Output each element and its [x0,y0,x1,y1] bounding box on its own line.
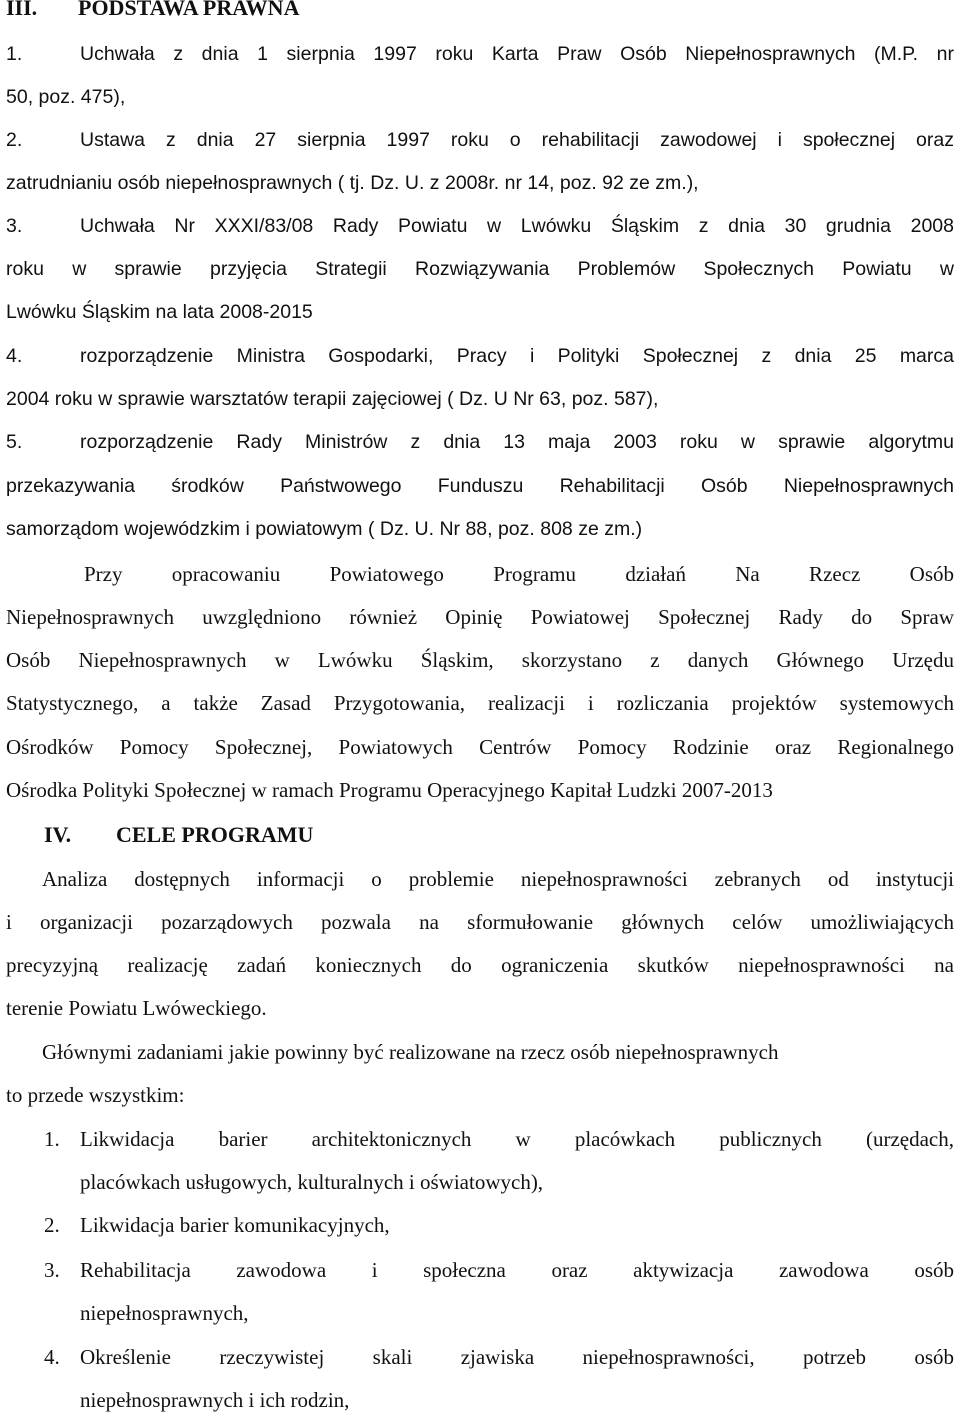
goal-item-2-line-1: 2. Likwidacja barier komunikacyjnych, [44,1213,390,1237]
cele-paragraph-2-line-1: Głównymi zadaniami jakie powinny być realizowane na rzecz osób niepełnosprawnych [42,1040,779,1064]
legal-basis-item-3-line-3: Lwówku Śląskim na lata 2008-2015 [6,301,313,323]
paragraph-line-1: Przy opracowaniu Powiatowego Programu działań Na Rzecz Osób [84,562,954,586]
paragraph-line-6: Ośrodka Polityki Społecznej w ramach Programu Operacyjnego Kapitał Ludzki 2007-2013 [6,778,773,802]
goal-item-4-line-1: 4. Określenie rzeczywistej skali zjawiska niepełnosprawności, potrzeb osób [44,1345,954,1369]
legal-basis-item-1-line-2: 50, poz. 475), [6,86,126,108]
cele-paragraph-1-line-3: precyzyjną realizację zadań koniecznych do ograniczenia skutków niepełnosprawności na [6,953,954,977]
item-number: 4. [6,345,23,367]
section-number: IV. [44,822,72,847]
legal-basis-item-4-line-1: 4. rozporządzenie Ministra Gospodarki, Pracy i Polityki Społecznej z dnia 25 marca [6,342,954,370]
cele-paragraph-1-line-4: terenie Powiatu Lwóweckiego. [6,996,267,1020]
section-heading-cele-programu [44,821,954,849]
legal-basis-item-2-line-2: zatrudnianiu osób niepełnosprawnych ( tj. Dz. U. z 2008r. nr 14, poz. 92 ze zm.), [6,172,699,194]
item-number: 2. [6,129,23,151]
paragraph-line-2: Niepełnosprawnych uwzględniono również Opinię Powiatowej Społecznej Rady do Spraw [6,605,954,629]
paragraph-line-3: Osób Niepełnosprawnych w Lwówku Śląskim, skorzystano z danych Głównego Urzędu [6,648,954,672]
section-title: PODSTAWA PRAWNA [78,0,300,20]
item-number: 1. [44,1127,60,1151]
legal-basis-item-5-line-1: 5. rozporządzenie Rady Ministrów z dnia 13 maja 2003 roku w sprawie algorytmu [6,428,954,456]
goal-item-1-line-2: placówkach usługowych, kulturalnych i oświatowych), [80,1170,544,1194]
goal-item-4-line-2: niepełnosprawnych i ich rodzin, [80,1388,350,1412]
item-number: 4. [44,1345,60,1369]
item-number: 5. [6,431,23,453]
item-number: 1. [6,43,23,65]
legal-basis-item-4-line-2: 2004 roku w sprawie warsztatów terapii zajęciowej ( Dz. U Nr 63, poz. 587), [6,388,659,410]
cele-paragraph-1-line-2: i organizacji pozarządowych pozwala na sformułowanie głównych celów umożliwiających [6,910,954,934]
item-number: 2. [44,1213,60,1237]
legal-basis-item-5-line-3: samorządom wojewódzkim i powiatowym ( Dz. U. Nr 88, poz. 808 ze zm.) [6,518,643,540]
goal-item-3-line-1: 3. Rehabilitacja zawodowa i społeczna oraz aktywizacja zawodowa osób [44,1258,954,1282]
item-number: 3. [44,1258,60,1282]
legal-basis-item-5-line-2: przekazywania środków Państwowego Funduszu Rehabilitacji Osób Niepełnosprawnych [6,475,954,497]
section-title: CELE PROGRAMU [116,822,314,847]
paragraph-line-5: Ośrodków Pomocy Społecznej, Powiatowych Centrów Pomocy Rodzinie oraz Regionalnego [6,735,954,759]
goal-item-3-line-2: niepełnosprawnych, [80,1301,249,1325]
paragraph-line-4: Statystycznego, a także Zasad Przygotowania, realizacji i rozliczania projektów systemowych [6,691,954,715]
item-number: 3. [6,215,23,237]
legal-basis-item-3-line-2: roku w sprawie przyjęcia Strategii Rozwiązywania Problemów Społecznych Powiatu w [6,258,954,280]
cele-paragraph-1-line-1: Analiza dostępnych informacji o problemie niepełnosprawności zebranych od instytucji [42,867,954,891]
goal-item-1-line-1: 1. Likwidacja barier architektonicznych w placówkach publicznych (urzędach, [44,1127,954,1151]
section-heading-podstawa-prawna [6,0,954,22]
legal-basis-item-1-line-1: 1. Uchwała z dnia 1 sierpnia 1997 roku Karta Praw Osób Niepełnosprawnych (M.P. nr [6,40,954,68]
section-number: III. [6,0,38,20]
legal-basis-item-3-line-1: 3. Uchwała Nr XXXI/83/08 Rady Powiatu w Lwówku Śląskim z dnia 30 grudnia 2008 [6,212,954,240]
cele-paragraph-2-line-2: to przede wszystkim: [6,1083,185,1107]
legal-basis-item-2-line-1: 2. Ustawa z dnia 27 sierpnia 1997 roku o rehabilitacji zawodowej i społecznej oraz [6,126,954,154]
